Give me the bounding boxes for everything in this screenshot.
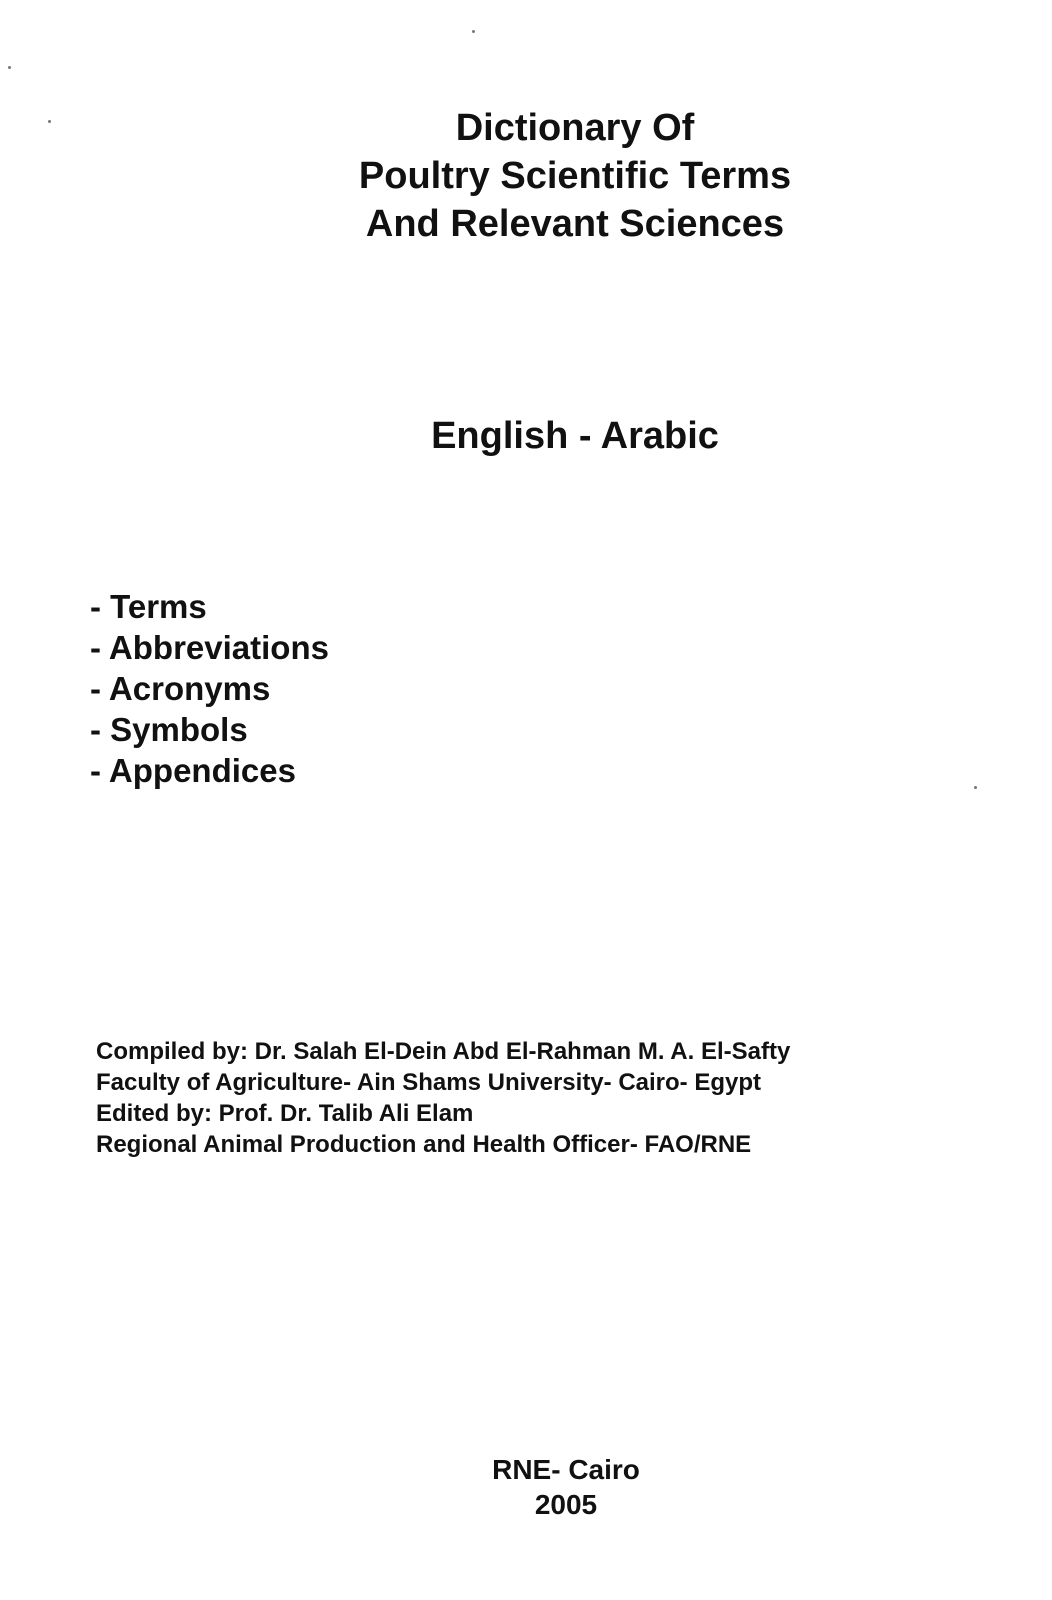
credits-block [96, 1036, 790, 1160]
contents-item-symbols: - Symbols [90, 711, 248, 748]
scan-speck [48, 120, 51, 123]
title-line: Dictionary Of [455, 107, 695, 149]
title-line: And Relevant Sciences [365, 203, 785, 245]
title-line: Poultry Scientific Terms [358, 155, 792, 197]
imprint-year: 2005 [534, 1489, 598, 1520]
contents-list [90, 586, 329, 791]
scan-speck [974, 786, 977, 789]
contents-item-terms: - Terms [90, 588, 207, 625]
compiled-by-line: Compiled by: Dr. Salah El-Dein Abd El-Rahman M. A. El-Safty [96, 1038, 791, 1065]
scan-speck [472, 30, 475, 33]
scan-speck [8, 66, 11, 69]
imprint-place: RNE- Cairo [492, 1454, 640, 1485]
book-title [300, 104, 850, 248]
contents-item-abbreviations: - Abbreviations [90, 629, 329, 666]
contents-item-appendices: - Appendices [90, 752, 296, 789]
compiler-affiliation-line: Faculty of Agriculture- Ain Shams University- Cairo- Egypt [96, 1069, 761, 1096]
imprint-block [466, 1452, 666, 1522]
edited-by-line: Edited by: Prof. Dr. Talib Ali Elam [96, 1100, 474, 1127]
language-subtitle: English - Arabic [431, 415, 719, 457]
editor-affiliation-line: Regional Animal Production and Health Officer- FAO/RNE [96, 1131, 752, 1158]
contents-item-acronyms: - Acronyms [90, 670, 271, 707]
